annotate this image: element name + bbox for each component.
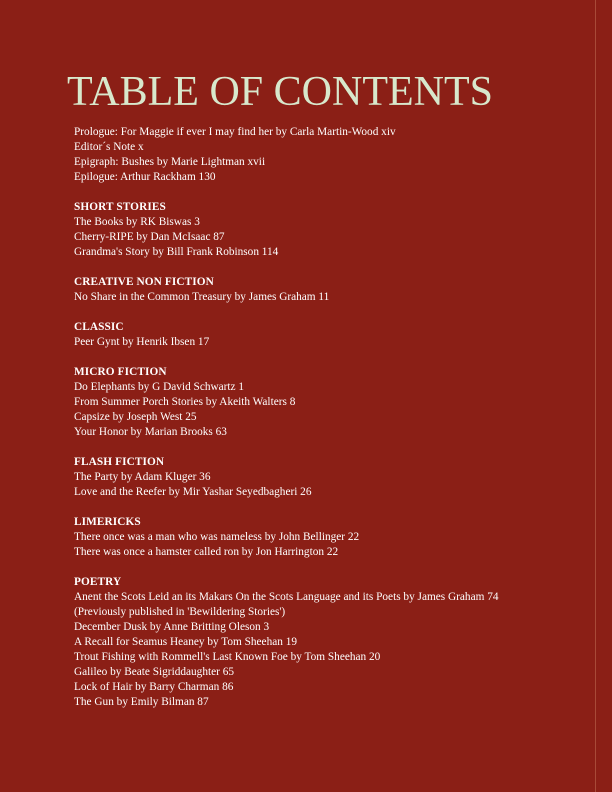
toc-entry: A Recall for Seamus Heaney by Tom Sheehan 19 (74, 636, 298, 648)
toc-section-poetry (74, 575, 574, 710)
section-heading: CREATIVE NON FICTION (74, 276, 214, 288)
toc-entry: The Gun by Emily Bilman 87 (74, 696, 209, 708)
toc-entry-editors-note: Editor´s Note x (74, 141, 144, 153)
toc-section-flash-fiction (74, 455, 574, 500)
toc-entry: No Share in the Common Treasury by James Graham 11 (74, 291, 330, 303)
section-heading: FLASH FICTION (74, 456, 165, 468)
toc-entry: The Party by Adam Kluger 36 (74, 471, 211, 483)
toc-section-limericks (74, 515, 574, 560)
toc-entry: There once was a man who was nameless by John Bellinger 22 (74, 531, 360, 543)
toc-section-short-stories (74, 200, 574, 260)
toc-entry: Your Honor by Marian Brooks 63 (74, 426, 227, 438)
section-heading: LIMERICKS (74, 516, 141, 528)
toc-entry: There was once a hamster called ron by Jon Harrington 22 (74, 546, 339, 558)
toc-intro-block (74, 125, 574, 185)
toc-content (74, 125, 574, 725)
toc-entry: December Dusk by Anne Britting Oleson 3 (74, 621, 270, 633)
toc-entry: Trout Fishing with Rommell's Last Known Foe by Tom Sheehan 20 (74, 651, 381, 663)
toc-section-micro-fiction (74, 365, 574, 440)
toc-entry: Galileo by Beate Sigriddaughter 65 (74, 666, 234, 678)
toc-entry-note: (Previously published in 'Bewildering Stories') (74, 606, 286, 618)
toc-entry: Capsize by Joseph West 25 (74, 411, 197, 423)
section-heading: MICRO FICTION (74, 366, 167, 378)
toc-entry: Anent the Scots Leid an its Makars On the Scots Language and its Poets by James Graham 74 (74, 591, 499, 603)
toc-entry: Lock of Hair by Barry Charman 86 (74, 681, 234, 693)
toc-section-creative-non-fiction (74, 275, 574, 305)
toc-entry: Grandma's Story by Bill Frank Robinson 114 (74, 246, 279, 258)
toc-entry: From Summer Porch Stories by Akeith Walters 8 (74, 396, 296, 408)
section-heading: CLASSIC (74, 321, 124, 333)
toc-section-classic (74, 320, 574, 350)
toc-entry-epigraph: Epigraph: Bushes by Marie Lightman xvii (74, 156, 266, 168)
toc-entry: Love and the Reefer by Mir Yashar Seyedbagheri 26 (74, 486, 312, 498)
toc-entry: Cherry-RIPE by Dan McIsaac 87 (74, 231, 225, 243)
section-heading: POETRY (74, 576, 122, 588)
page-title: TABLE OF CONTENTS (67, 69, 493, 115)
toc-entry: The Books by RK Biswas 3 (74, 216, 200, 228)
toc-entry-prologue: Prologue: For Maggie if ever I may find her by Carla Martin-Wood xiv (74, 126, 396, 138)
page-edge-line (595, 0, 596, 792)
toc-entry-epilogue: Epilogue: Arthur Rackham 130 (74, 171, 216, 183)
toc-entry: Do Elephants by G David Schwartz 1 (74, 381, 245, 393)
section-heading: SHORT STORIES (74, 201, 166, 213)
toc-entry: Peer Gynt by Henrik Ibsen 17 (74, 336, 210, 348)
